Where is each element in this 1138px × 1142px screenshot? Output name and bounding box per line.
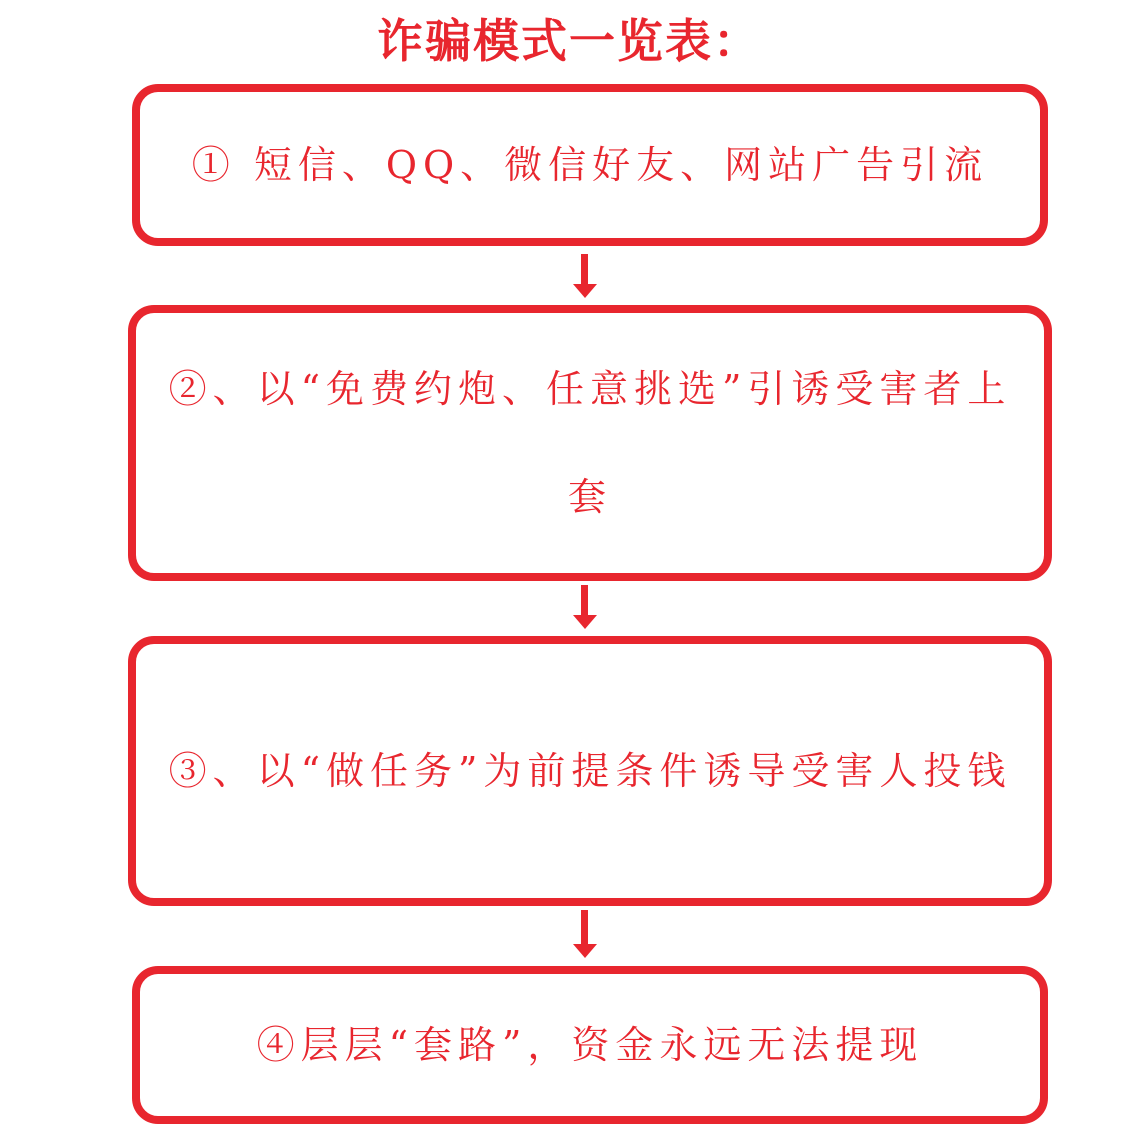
arrow-down-icon xyxy=(573,585,597,631)
arrow-shaft xyxy=(581,254,588,288)
step-text-1: ① 短信、QQ、微信好友、网站广告引流 xyxy=(191,143,989,187)
arrow-down-icon xyxy=(573,910,597,960)
step-box-1 xyxy=(132,84,1048,246)
arrow-head xyxy=(573,615,597,629)
arrow-shaft xyxy=(581,585,588,619)
arrow-shaft xyxy=(581,910,588,946)
step-box-4 xyxy=(132,966,1048,1124)
step-box-2 xyxy=(128,305,1052,581)
step-text-2: ②、以“免费约炮、任意挑选”引诱受害者上套 xyxy=(168,367,1012,519)
step-box-3 xyxy=(128,636,1052,906)
diagram-title: 诈骗模式一览表： xyxy=(377,14,761,68)
arrow-head xyxy=(573,284,597,298)
step-text-3: ③、以“做任务”为前提条件诱导受害人投钱 xyxy=(168,749,1012,793)
step-text-4: ④层层“套路”，资金永远无法提现 xyxy=(256,1023,924,1067)
arrow-down-icon xyxy=(573,254,597,300)
arrow-head xyxy=(573,944,597,958)
